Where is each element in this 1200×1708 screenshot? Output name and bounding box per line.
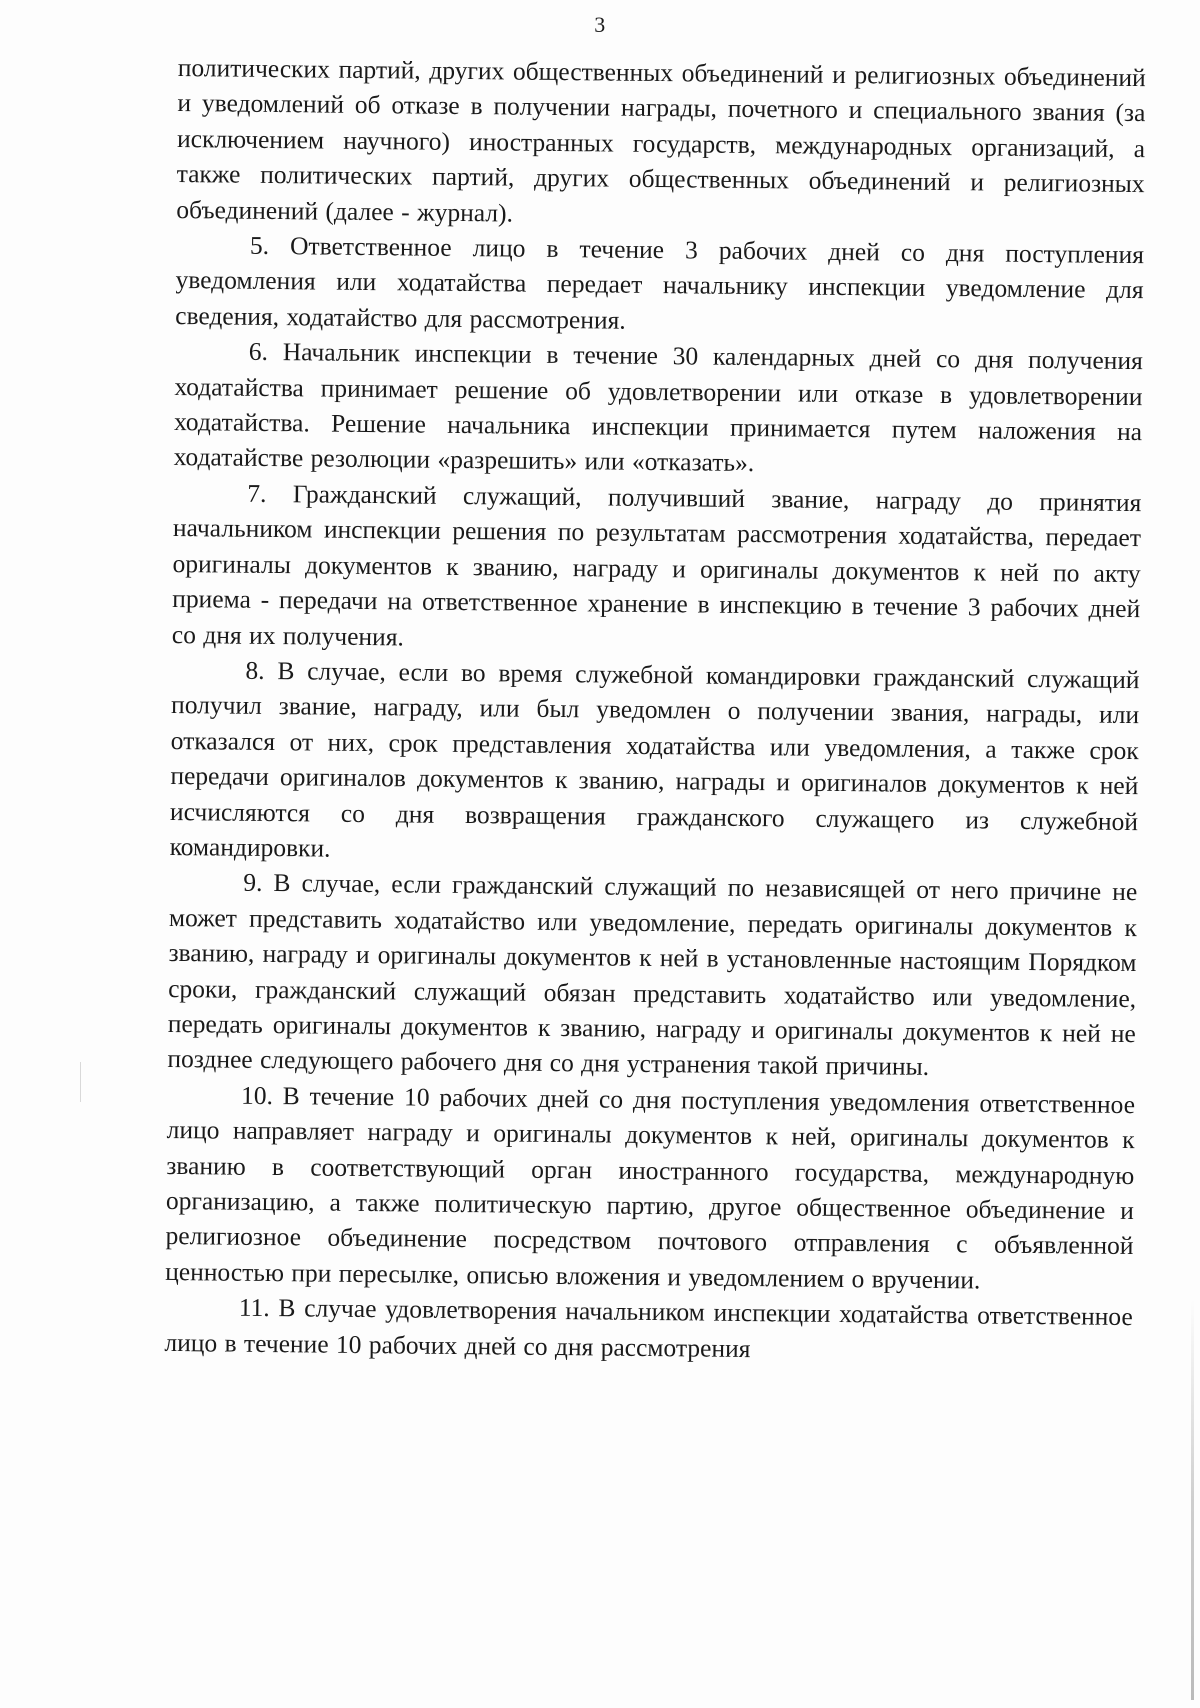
paragraph-6: 6. Начальник инспекции в течение 30 календарных дней со дня получения ходатайства принимает решение об удовлетворении или отказе в удовлетворении ходатайства. Решение начальника инспекции принимается путем наложения на ходатайстве резолюции «разрешить» или «отказать». [173, 337, 1143, 478]
paragraph-5: 5. Ответственное лицо в течение 3 рабочих дней со дня поступления уведомления или ходатайства передает начальнику инспекции уведомление для сведения, ходатайство для рассмотрения. [175, 230, 1145, 335]
paragraph-7: 7. Гражданский служащий, получивший звание, награду до принятия начальником инспекции решения по результатам рассмотрения ходатайства, передает оригиналы документов к званию, награду и оригиналы документов к ней по акту приема - передачи на ответственное хранение в инспекцию в течение 3 рабочих дней со дня их получения. [171, 478, 1142, 651]
document-body [164, 50, 1146, 1370]
scan-edge-shadow [1191, 1300, 1194, 1700]
page-number: 3 [594, 12, 606, 37]
paragraph-continuation: политических партий, других общественных объединений и религиозных объединений и уведомлений об отказе в получении награды, почетного и специального звания (за исключением научного) иностранных государств, международных организаций, а также политических партий, других общественных объединений и религиозных объединений (далее - журнал). [176, 52, 1146, 228]
paragraph-9: 9. В случае, если гражданский служащий по независящей от него причине не может представить ходатайство или уведомление, передать оригиналы документов к званию, награду и оригиналы документов к ней в установленные настоящим Порядком сроки, гражданский служащий обязан представить ходатайство или уведомление, передать оригиналы документов к званию, награду и оригиналы документов к ней не позднее следующего рабочего дня со дня устранения такой причины. [167, 868, 1138, 1082]
paragraph-11: 11. В случае удовлетворения начальником инспекции ходатайства ответственное лицо в течение 10 рабочих дней со дня рассмотрения [164, 1292, 1133, 1363]
paragraph-10: 10. В течение 10 рабочих дней со дня поступления уведомления ответственное лицо направляет награду и оригиналы документов к ней, оригиналы документов к званию в соответствующий орган иностранного государства, международную организацию, а также политическую партию, другое общественное объединение и религиозное объединение посредством почтового отправления с объявленной ценностью при пересылке, описью вложения и уведомлением о вручении. [165, 1080, 1136, 1295]
paragraph-8: 8. В случае, если во время служебной командировки гражданский служащий получил звание, награду, или был уведомлен о получении звания, награды, или отказался от них, срок представления ходатайства или уведомления, а также срок передачи оригиналов документов к званию, награды и оригиналов документов к ней исчисляются со дня возвращения гражданского служащего из служебной командировки. [169, 655, 1140, 863]
scan-margin-mark [80, 1062, 81, 1102]
